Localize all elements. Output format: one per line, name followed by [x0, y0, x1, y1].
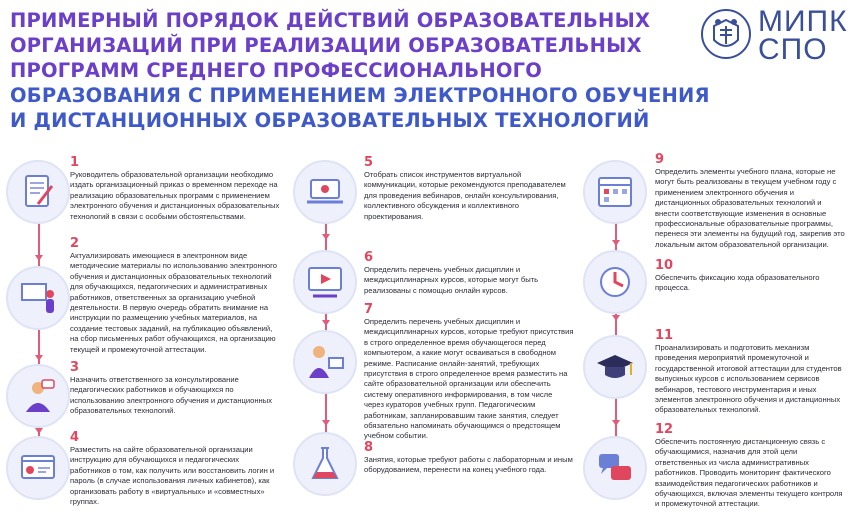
step-5	[364, 155, 574, 222]
step-text: Проанализировать и подготовить механизм проведения мероприятий промежуточной и государственной итоговой аттестации для студентов выпускных курсов с использованием сервисов вебинаров, тестового инструментария и иных элементов электронного обучения и дистанционных образовательных технологий.	[655, 343, 842, 415]
step-1	[70, 155, 280, 222]
step-3	[70, 360, 280, 417]
calendar-plan-icon	[593, 170, 637, 214]
step-text: Определить перечень учебных дисциплин и междисциплинарных курсов, которые требуют присутствия в строго определенное время обучающегося перед компьютером, а какие могут осваиваться в свободном режиме. Расписание онлайн-занятий, требующих присутствия в строго определенное время разместить на сайте образовательной организации или обеспечить систему оперативного информирования, в том числе через кураторов учебных групп. Педагогическим работникам, запланировавшим такие занятия, следует обязательно напоминать обучающимся о предстоящем учебном событии.	[364, 317, 574, 441]
rail-arrow	[35, 255, 43, 261]
rail-arrow	[35, 428, 43, 434]
title-line: ОБРАЗОВАНИЯ С ПРИМЕНЕНИЕМ ЭЛЕКТРОННОГО ОБУЧЕНИЯ	[10, 84, 710, 107]
rail-arrow	[322, 234, 330, 240]
step-8-node	[293, 432, 357, 496]
step-9	[655, 152, 845, 250]
rail-arrow	[322, 320, 330, 326]
step-text: Назначить ответственного за консультирование педагогических работников и обучающихся по использованию электронного обучения и дистанционных образовательных технологий.	[70, 375, 272, 416]
logo-text	[758, 5, 848, 66]
step-6-node	[293, 250, 357, 314]
step-text: Актуализировать имеющиеся в электронном виде методические материалы по использованию электронного обучения и дистанционных образовательных технологий для обучающихся, педагогических и административных работников, ответственных за организацию учебной деятельности. В первую очередь обратить внимание на инструкции по размещению учебных материалов, на создание тестовых заданий, на публикацию объявлений, на сбор письменных работ обучающихся, на организацию текущей и промежуточной аттестации.	[70, 251, 277, 354]
step-text: Определить перечень учебных дисциплин и междисциплинарных курсов, которые могут быть реализованы с помощью онлайн курсов.	[364, 265, 539, 295]
website-icon	[16, 446, 60, 490]
rail-arrow	[612, 315, 620, 321]
title-line: ПРОГРАММ СРЕДНЕГО ПРОФЕССИОНАЛЬНОГО	[10, 59, 543, 82]
communication-icon	[593, 446, 637, 490]
step-number: 8	[364, 440, 374, 455]
title-line: ОРГАНИЗАЦИЙ ПРИ РЕАЛИЗАЦИИ ОБРАЗОВАТЕЛЬНЫХ	[10, 34, 642, 57]
mipk-spo-logo	[700, 6, 850, 66]
laptop-tools-icon	[303, 170, 347, 214]
step-12-node	[583, 436, 647, 500]
graduation-cap-icon	[593, 345, 637, 389]
step-text: Обеспечить фиксацию хода образовательного процесса.	[655, 273, 820, 293]
rail-arrow	[322, 420, 330, 426]
step-7	[364, 302, 574, 442]
step-number: 6	[364, 250, 374, 265]
step-text: Отобрать список инструментов виртуальной коммуникации, которые рекомендуются преподавателем для проведения вебинаров, онлайн консультирования, коллективного обсуждения и коллективного проектирования.	[364, 170, 566, 221]
step-5-node	[293, 160, 357, 224]
consultant-icon	[16, 374, 60, 418]
step-text: Руководитель образовательной организации необходимо издать организационный приказ о временном переходе на реализацию образовательных программ с применением электронного обучения и дистанционных образовательных технологий в связи с особыми обстоятельствами.	[70, 170, 280, 221]
emblem-icon	[700, 6, 752, 62]
logo-line: МИПК	[758, 5, 848, 38]
step-text: Обеспечить постоянную дистанционную связь с обучающимися, назначив для этой цели ответственных из числа административных работников. Проводить мониторинг фактического взаимодействия педагогических работников и обучающихся, включая элементы текущего контроля и промежуточной аттестации.	[655, 437, 843, 509]
step-6	[364, 250, 574, 296]
page-title	[10, 8, 710, 133]
step-number: 3	[70, 360, 80, 375]
student-computer-icon	[303, 340, 347, 384]
rail-arrow	[612, 420, 620, 426]
step-1-node	[6, 160, 70, 224]
step-2	[70, 236, 280, 355]
step-11	[655, 328, 845, 416]
teacher-presentation-icon	[16, 276, 60, 320]
step-number: 12	[655, 422, 674, 437]
step-number: 11	[655, 328, 674, 343]
step-4-node	[6, 436, 70, 500]
document-signing-icon	[16, 170, 60, 214]
step-text: Определить элементы учебного плана, которые не могут быть реализованы в текущем учебном году с применением электронного обучения и дистанционных образовательных технологий и внести соответствующие изменения в основные профессиональные образовательные программы, перенеся эти элементы на будущий год, закрепив это локальным актом образовательной организации.	[655, 167, 845, 249]
step-9-node	[583, 160, 647, 224]
step-number: 10	[655, 258, 674, 273]
step-3-node	[6, 364, 70, 428]
rail-arrow	[35, 355, 43, 361]
step-2-node	[6, 266, 70, 330]
step-number: 2	[70, 236, 80, 251]
title-line: ПРИМЕРНЫЙ ПОРЯДОК ДЕЙСТВИЙ ОБРАЗОВАТЕЛЬНЫХ	[10, 9, 651, 32]
step-number: 1	[70, 155, 80, 170]
progress-tracking-icon	[593, 260, 637, 304]
step-11-node	[583, 335, 647, 399]
step-number: 4	[70, 430, 80, 445]
step-7-node	[293, 330, 357, 394]
step-number: 9	[655, 152, 665, 167]
step-number: 5	[364, 155, 374, 170]
step-4	[70, 430, 280, 507]
step-text: Разместить на сайте образовательной организации инструкцию для обучающихся и педагогических работников о том, как получить или восстановить логин и пароль (в случае использования личных кабинетов), как организовать работу в «виртуальных» и «совместных» группах.	[70, 445, 275, 507]
logo-line: СПО	[758, 33, 828, 66]
step-number: 7	[364, 302, 374, 317]
step-10	[655, 258, 845, 294]
online-course-icon	[303, 260, 347, 304]
step-10-node	[583, 250, 647, 314]
step-8	[364, 440, 574, 476]
rail-arrow	[612, 240, 620, 246]
step-12	[655, 422, 845, 510]
laboratory-icon	[303, 442, 347, 486]
title-line: И ДИСТАНЦИОННЫХ ОБРАЗОВАТЕЛЬНЫХ ТЕХНОЛОГИЙ	[10, 109, 650, 132]
step-text: Занятия, которые требуют работы с лабораторным и иным оборудованием, перенести на конец учебного года.	[364, 455, 573, 475]
